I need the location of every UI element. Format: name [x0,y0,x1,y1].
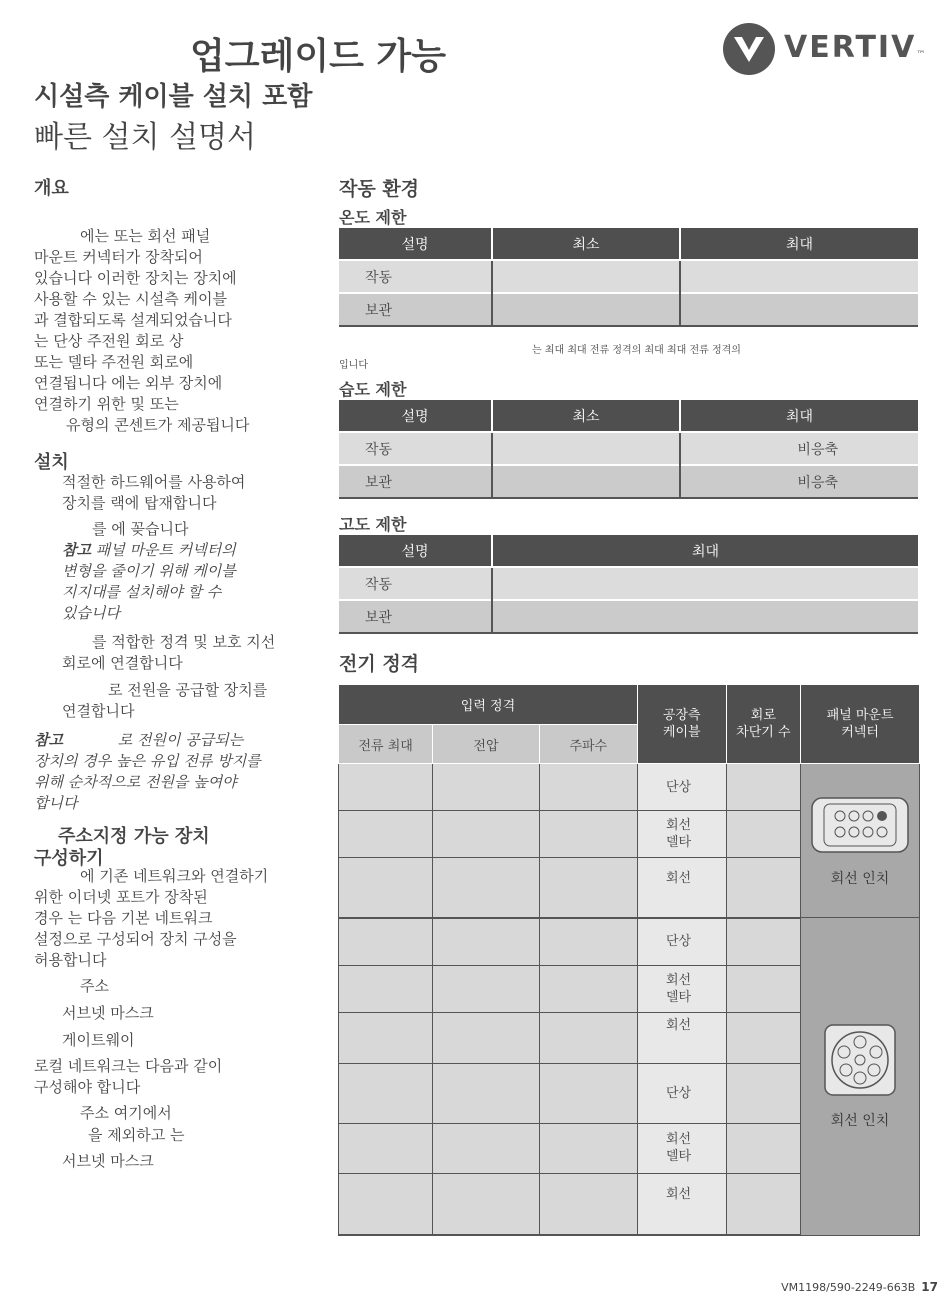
col-header: 최대 [680,400,918,432]
overview-heading: 개요 [34,178,69,199]
text-line: 로 전원이 공급되는 [117,731,244,749]
connector-6-circuit-icon [808,794,912,856]
note-label: 참고 [34,731,63,749]
connector-cell-1 [801,764,920,918]
footer [781,1280,938,1294]
text-line: 유형의 콘센트가 제공됩니다 [66,416,250,434]
local-network-text [34,1056,222,1098]
breaker-count-header: 회로 차단기 수 [726,685,801,764]
electrical-table [338,684,920,1236]
ip-heading-line-1: 주소지정 가능 장치 [58,826,210,847]
phase-cell: 단상 [637,1063,726,1123]
text-line: 를 에 꽂습니다 [92,520,189,538]
connector-cell-2 [801,918,920,1236]
text-line: 로 전원을 공급할 장치를 [108,681,268,699]
electrical-heading: 전기 정격 [339,653,420,675]
table-cell: 작동 [339,260,492,293]
ip-text [34,866,268,971]
text-line: 변형을 줄이기 위해 케이블 [62,562,236,580]
altitude-heading: 고도 제한 [339,515,407,534]
phase-cell: 회선 [637,858,726,918]
temp-heading: 온도 제한 [339,208,407,227]
current-max-header: 전류 최대 [339,725,433,764]
subnet-mask-label: 서브넷 마스크 [62,1004,154,1022]
overview-text [34,226,249,436]
phase-cell: 회선 델타 [637,811,726,858]
table-cell: 보관 [339,465,492,498]
ip-address-label: 주소 [80,977,109,995]
connector-caption-1: 회선 인치 [830,870,890,887]
text-line: 연결됩니다 에는 외부 장치에 [34,374,223,392]
page-subtitle: 시설측 케이블 설치 포함 [34,82,313,112]
col-header: 설명 [339,228,492,260]
install-steps-2 [62,632,275,722]
table-row [339,567,918,600]
text-line: 위한 이더넷 포트가 장착된 [34,888,208,906]
page-title: 업그레이드 가능 [190,36,446,77]
table-cell: 작동 [339,432,492,465]
text-line: 로컬 네트워크는 다음과 같이 [34,1057,223,1075]
table-row [339,918,920,966]
table-cell [492,260,680,293]
col-header: 최대 [680,228,918,260]
text-line: 허용합니다 [34,951,107,969]
text-line: 적절한 하드웨어를 사용하여 [62,473,246,491]
input-rating-header: 입력 정격 [339,685,638,725]
text-line: 마운트 커넥터가 장착되어 [34,248,203,266]
connector-caption-2: 회선 인치 [830,1113,890,1130]
phase-cell: 회선 [637,1173,726,1235]
text-line: 연결합니다 [62,702,135,720]
text-line: 회로에 연결합니다 [62,654,183,672]
local-address-line: 주소 여기에서 [80,1104,172,1122]
table-cell [680,260,918,293]
altitude-table [339,535,918,634]
text-line: 경우 는 다음 기본 네트워크 [34,909,213,927]
text-line: 에 기존 네트워크와 연결하기 [80,867,269,885]
text-line: 장치를 랙에 탑재합니다 [62,494,217,512]
phase-cell: 단상 [637,918,726,966]
phase-cell: 단상 [637,764,726,811]
document-type: 빠른 설치 설명서 [34,120,256,155]
humidity-table [339,400,918,499]
table-row [339,293,918,326]
text-line: 는 단상 주전원 회로 상 [34,332,184,350]
text-line: 설정으로 구성되어 장치 구성을 [34,930,237,948]
table-cell [492,293,680,326]
text-line: 에는 또는 회선 패널 [80,227,211,245]
text-line: 패널 마운트 커넥터의 [95,541,236,559]
table-row [339,600,918,633]
note-label: 참고 [62,541,91,559]
text-line: 있습니다 이러한 장치는 장치에 [34,269,237,287]
col-header: 설명 [339,400,492,432]
text-line: 구성해야 합니다 [34,1078,141,1096]
voltage-header: 전압 [433,725,539,764]
table-cell [680,293,918,326]
table-row [339,432,918,465]
vertiv-logo [722,22,928,76]
connector-round-icon [822,1022,898,1098]
phase-cell: 회선 [637,1012,726,1063]
table-cell [492,567,918,600]
text-line: 지지대를 설치해야 할 수 [62,583,222,601]
note-2 [34,730,261,814]
text-line: 를 적합한 정격 및 보호 지선 [92,633,276,651]
text-line: 합니다 [34,794,78,812]
connector-header: 패널 마운트 커넥터 [801,685,920,764]
temp-note: 는 최대 최대 전류 정격의 최대 최대 전류 정격의 [532,345,741,356]
table-cell: 보관 [339,600,492,633]
table-cell [492,432,680,465]
table-cell: 비응축 [680,432,918,465]
local-subnet-label: 서브넷 마스크 [62,1152,154,1170]
local-except-line: 을 제외하고 는 [88,1126,185,1144]
ip-heading-line-2: 구성하기 [34,848,104,869]
text-line: 과 결합되도록 설계되었습니다 [34,311,232,329]
table-row [339,764,920,811]
env-heading: 작동 환경 [339,178,420,200]
table-cell: 보관 [339,293,492,326]
temperature-table [339,228,918,327]
col-header: 설명 [339,535,492,567]
frequency-header: 주파수 [539,725,637,764]
text-line: 장치의 경우 높은 유입 전류 방지를 [34,752,261,770]
phase-cell: 회선 델타 [637,1123,726,1173]
doc-number: VM1198/590-2249-663B [781,1281,916,1294]
table-cell: 작동 [339,567,492,600]
col-header: 최대 [492,535,918,567]
text-line: 있습니다 [62,604,120,622]
col-header: 최소 [492,400,680,432]
text-line: 또는 델타 주전원 회로에 [34,353,194,371]
install-heading: 설치 [34,452,69,473]
table-row [339,465,918,498]
temp-note-2: 입니다 [339,360,368,371]
table-cell [492,465,680,498]
text-line: 연결하기 위한 및 또는 [34,395,179,413]
brand-name: VERTIV™ [784,30,928,65]
facility-cable-header: 공장측 케이블 [637,685,726,764]
install-steps [62,472,245,540]
gateway-label: 게이트웨이 [62,1031,135,1049]
page-number: 17 [921,1280,938,1294]
col-header: 최소 [492,228,680,260]
vertiv-logo-icon [722,22,776,76]
text-line: 사용할 수 있는 시설측 케이블 [34,290,227,308]
text-line: 위해 순차적으로 전원을 높여야 [34,773,237,791]
humidity-heading: 습도 제한 [339,380,407,399]
phase-cell: 회선 델타 [637,965,726,1012]
table-cell: 비응축 [680,465,918,498]
table-row [339,260,918,293]
note-1 [62,540,236,624]
table-cell [492,600,918,633]
